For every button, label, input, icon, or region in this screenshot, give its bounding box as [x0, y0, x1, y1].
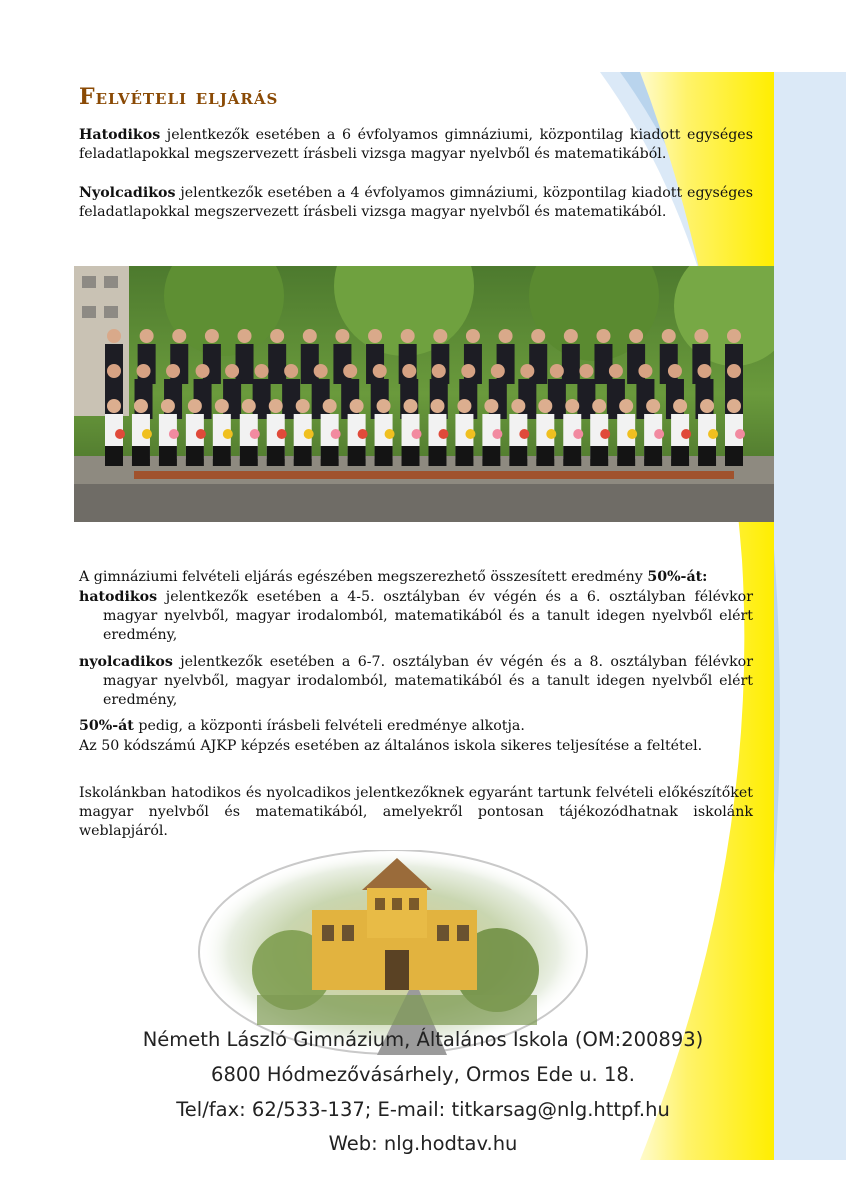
footer-contact: Tel/fax: 62/533-137; E-mail: titkarsag@nlg.httpf.hu	[176, 1098, 670, 1121]
central-exam-share	[79, 717, 753, 736]
footer-school-name: Németh László Gimnázium, Általános Iskola (OM:200893)	[142, 1028, 704, 1051]
criteria-nyolcadikos-text: jelentkezők esetében a 6-7. osztályban év végén és a 8. osztályban félévkor magyar nyelvből, magyar irodalomból, matematikából és a tanult idegen nyelvből elért eredmény,	[103, 654, 753, 708]
paragraph-nyolcadikos	[79, 184, 753, 222]
ajkp-note: Az 50 kódszámú AJKP képzés esetében az általános iskola sikeres teljesítése a feltétel.	[79, 738, 703, 754]
page-title: Felvételi eljárás	[79, 84, 279, 110]
paragraph-hatodikos-text: jelentkezők esetében a 6 évfolyamos gimnáziumi, központilag kiadott egységes feladatlapokkal megszervezett írásbeli vizsga magyar nyelvből és matematikából.	[79, 127, 753, 162]
criteria-hatodikos-term: hatodikos	[79, 589, 158, 605]
footer-web: Web: nlg.hodtav.hu	[328, 1132, 518, 1155]
result-intro-percent: 50%-át:	[647, 569, 708, 585]
paragraph-hatodikos	[79, 126, 753, 164]
criteria-nyolcadikos-term: nyolcadikos	[79, 654, 173, 670]
school-building-image	[197, 850, 589, 1055]
central-exam-percent: 50%-át	[79, 718, 134, 734]
preparation-paragraph: Iskolánkban hatodikos és nyolcadikos jelentkezőknek egyaránt tartunk felvételi előkészítőket magyar nyelvből és matematikából, amelyekről pontosan tájékozódhatnak iskolánk weblapjáról.	[79, 785, 753, 839]
criteria-hatodikos	[79, 588, 753, 645]
criteria-nyolcadikos	[79, 653, 753, 710]
central-exam-text: pedig, a központi írásbeli felvételi eredménye alkotja.	[133, 718, 525, 734]
term-nyolcadikos: Nyolcadikos	[79, 185, 176, 201]
graduation-class-photo	[74, 266, 774, 522]
footer-address: 6800 Hódmezővásárhely, Ormos Ede u. 18.	[211, 1063, 635, 1086]
result-intro-text: A gimnáziumi felvételi eljárás egészében megszerezhető összesített eredmény	[79, 569, 648, 585]
paragraph-nyolcadikos-text: jelentkezők esetében a 4 évfolyamos gimnáziumi, központilag kiadott egységes feladatlapokkal megszervezett írásbeli vizsga magyar nyelvből és matematikából.	[79, 185, 753, 220]
result-intro	[79, 568, 753, 587]
term-hatodikos: Hatodikos	[79, 127, 161, 143]
criteria-hatodikos-text: jelentkezők esetében a 4-5. osztályban év végén és a 6. osztályban félévkor magyar nyelvből, magyar irodalomból, matematikából és a tanult idegen nyelvből elért eredmény,	[103, 589, 753, 643]
